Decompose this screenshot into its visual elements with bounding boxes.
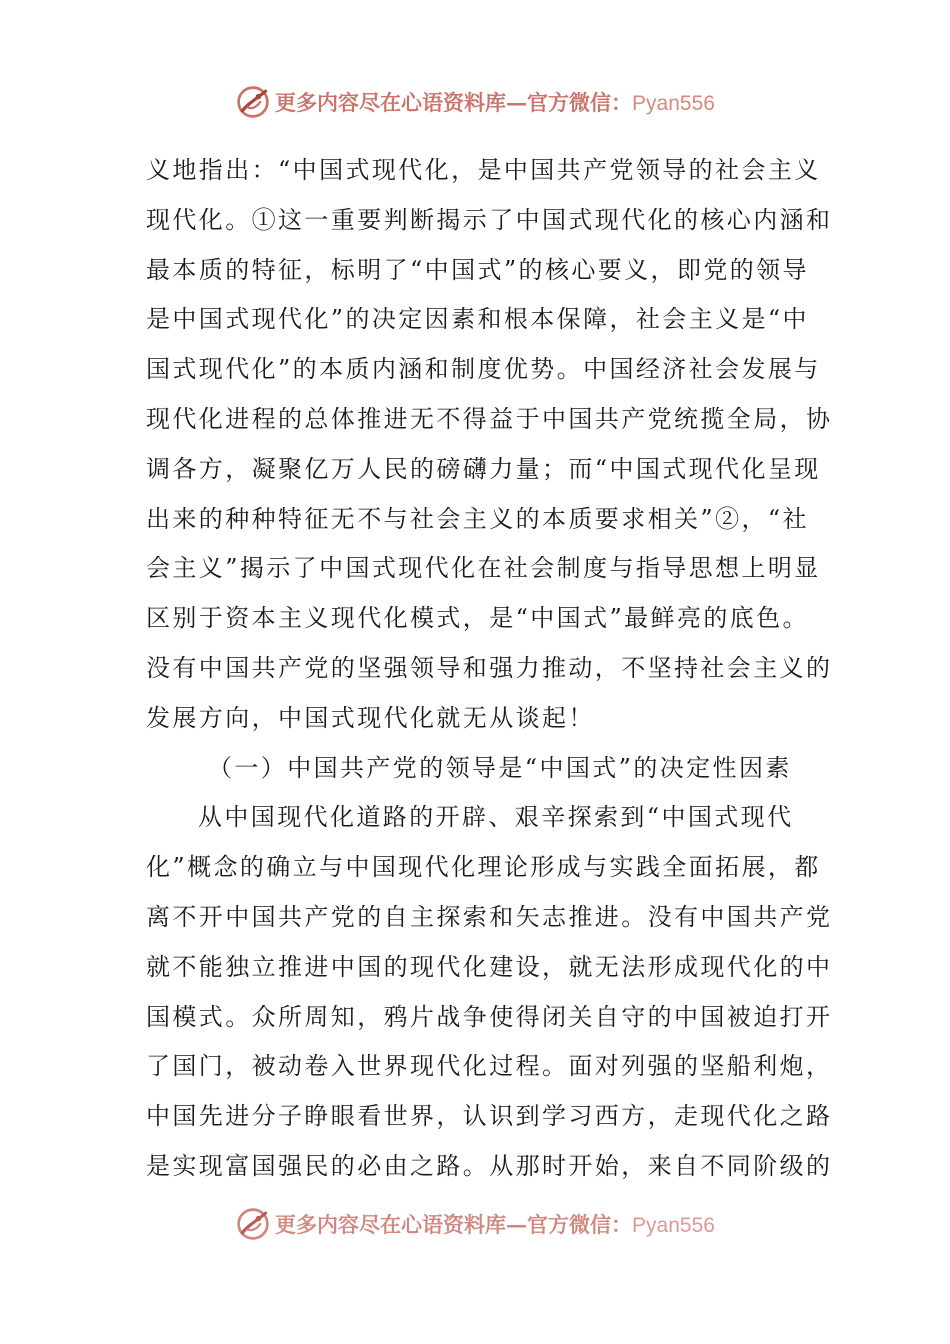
body-line: 化”概念的确立与中国现代化理论形成与实践全面拓展，都 [146,853,821,882]
body-line: 最本质的特征，标明了“中国式”的核心要义，即党的领导 [146,255,809,284]
section-heading: （一）中国共产党的领导是“中国式”的决定性因素 [208,753,792,782]
body-line: 现代化。①这一重要判断揭示了中国式现代化的核心内涵和 [146,205,833,234]
body-line: 国式现代化”的本质内涵和制度优势。中国经济社会发展与 [146,355,821,384]
header-watermark-banner [0,82,950,122]
footer-watermark-text [275,1209,715,1239]
body-line: 没有中国共产党的坚强领导和强力推动，不坚持社会主义的 [146,653,833,682]
body-line: 国模式。众所周知，鸦片战争使得闭关自守的中国被迫打开 [146,1002,833,1031]
body-line: 发展方向，中国式现代化就无从谈起！ [146,703,595,732]
body-line: 义地指出：“中国式现代化，是中国共产党领导的社会主义 [146,156,821,184]
body-line: 就不能独立推进中国的现代化建设，就无法形成现代化的中 [146,952,833,981]
body-line: 会主义”揭示了中国式现代化在社会制度与指导思想上明显 [146,554,821,583]
body-line: 离不开中国共产党的自主探索和矢志推进。没有中国共产党 [146,902,833,931]
footer-watermark-banner [0,1204,950,1244]
body-line: 从中国现代化道路的开辟、艰辛探索到“中国式现代 [198,803,794,832]
body-line: 调各方，凝聚亿万人民的磅礴力量；而“中国式现代化呈现 [146,454,821,483]
header-watermark-id: Pyan556 [632,92,715,115]
footer-watermark-id: Pyan556 [632,1214,715,1237]
logo-icon [235,1206,271,1242]
footer-watermark-label: 更多内容尽在心语资料库—官方微信： [275,1212,633,1237]
body-line: 出来的种种特征无不与社会主义的本质要求相关”②，“社 [146,504,809,533]
body-line: 中国先进分子睁眼看世界，认识到学习西方，走现代化之路 [146,1102,833,1131]
header-watermark-text [275,87,715,117]
logo-icon [235,84,271,120]
body-line: 是实现富国强民的必由之路。从那时开始，来自不同阶级的 [146,1151,833,1180]
header-watermark-label: 更多内容尽在心语资料库—官方微信： [275,90,633,115]
document-body [146,146,833,1192]
body-line: 了国门，被动卷入世界现代化过程。面对列强的坚船利炮， [146,1052,833,1081]
body-line: 区别于资本主义现代化模式，是“中国式”最鲜亮的底色。 [146,604,809,633]
body-line: 现代化进程的总体推进无不得益于中国共产党统揽全局，协 [146,404,833,433]
body-line: 是中国式现代化”的决定因素和根本保障，社会主义是“中 [146,305,809,334]
